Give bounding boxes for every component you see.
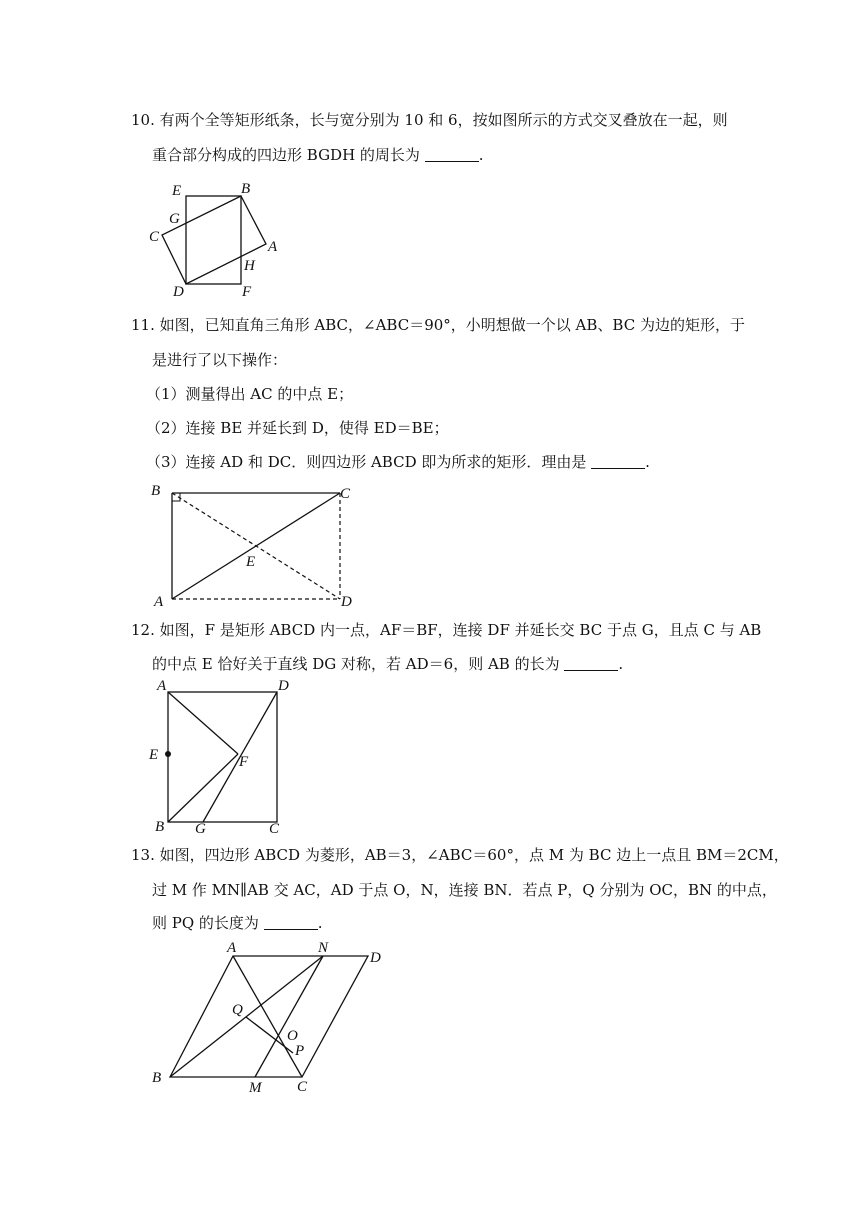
problem-10-number: 10. [131,111,155,129]
answer-blank [425,147,479,162]
segment-ac [233,956,305,1077]
label-a: A [227,940,237,956]
problem-10-line-1 [131,110,728,130]
problem-12-text-2: 的中点 E 恰好关于直线 DG 对称，若 AD＝6，则 AB 的长为 [152,655,560,673]
problem-12-text-1: 如图，F 是矩形 ABCD 内一点，AF＝BF，连接 DF 并延长交 BC 于点 G，且点 C 与 AB [159,621,762,639]
problem-13-line-1 [131,845,789,865]
problem-11-text-3: （1）测量得出 AC 的中点 E； [146,385,354,403]
problem-13-line-3 [152,913,323,933]
label-f: F [239,754,249,770]
problem-13-tail: . [317,914,323,932]
problem-11-text-2: 是进行了以下操作： [152,351,288,369]
figure-11 [148,478,368,610]
label-a: A [154,594,164,610]
problem-11-line-5 [146,452,650,472]
label-b: B [152,1070,162,1086]
problem-11-line-1 [131,315,745,335]
label-e: E [149,747,159,763]
label-g: G [169,211,180,227]
label-c: C [297,1079,308,1095]
label-f: F [242,284,252,300]
figure-10 [140,178,290,300]
label-c: C [149,229,160,245]
label-g: G [195,821,206,836]
problem-13-line-2 [152,880,777,900]
label-b: B [155,819,165,835]
rhombus-abcd [170,956,368,1077]
point-e [165,751,171,757]
answer-blank [264,915,318,930]
label-h: H [244,258,255,274]
problem-13-text-1: 如图，四边形 ABCD 为菱形，AB＝3，∠ABC＝60°，点 M 为 BC 边上一点且 BM＝2CM， [159,846,789,864]
segment-af [168,692,238,754]
label-d: D [341,594,352,610]
label-d: D [370,950,381,966]
label-d: D [278,678,289,694]
answer-blank [591,454,645,469]
label-c: C [269,821,280,836]
label-o: O [287,1028,298,1044]
label-b: B [241,181,251,197]
problem-13-text-2: 过 M 作 MN∥AB 交 AC，AD 于点 O，N，连接 BN．若点 P，Q 分别为 OC，BN 的中点， [152,881,777,899]
label-q: Q [232,1002,243,1018]
problem-10-tail: . [478,146,484,164]
problem-12-number: 12. [131,621,155,639]
problem-10-text-1: 有两个全等矩形纸条，长与宽分别为 10 和 6，按如图所示的方式交叉叠放在一起，则 [159,111,728,129]
figure-12 [145,676,295,836]
label-a: A [157,678,167,694]
problem-11-line-2 [152,350,287,370]
label-n: N [318,940,329,956]
problem-13-text-3: 则 PQ 的长度为 [152,914,259,932]
problem-12-line-2 [152,654,623,674]
label-p: P [295,1043,305,1059]
problem-10-text-2: 重合部分构成的四边形 BGDH 的周长为 [152,146,420,164]
problem-11-line-3 [146,384,353,404]
problem-11-number: 11. [131,316,155,334]
figure-13 [145,938,395,1098]
label-m: M [249,1080,262,1096]
label-c: C [340,486,351,502]
problem-12-line-1 [131,620,761,640]
segment-mn [255,956,323,1077]
segment-bf [168,754,238,822]
problem-11-text-5: （3）连接 AD 和 DC．则四边形 ABCD 即为所求的矩形．理由是 [146,453,587,471]
problem-13-number: 13. [131,846,155,864]
label-d: D [173,284,184,300]
rect-abcd [168,692,277,822]
problem-11-tail: . [645,453,650,471]
label-e: E [246,554,256,570]
label-a: A [268,239,278,255]
problem-11-text-1: 如图，已知直角三角形 ABC，∠ABC＝90°，小明想做一个以 AB、BC 为边的矩形，于 [159,316,745,334]
label-e: E [172,183,182,199]
problem-10-line-2 [152,145,484,165]
problem-11-line-4 [146,418,449,438]
problem-12-tail: . [618,655,624,673]
problem-11-text-4: （2）连接 BE 并延长到 D，使得 ED＝BE； [146,419,449,437]
answer-blank [564,656,618,671]
label-b: B [151,483,161,499]
